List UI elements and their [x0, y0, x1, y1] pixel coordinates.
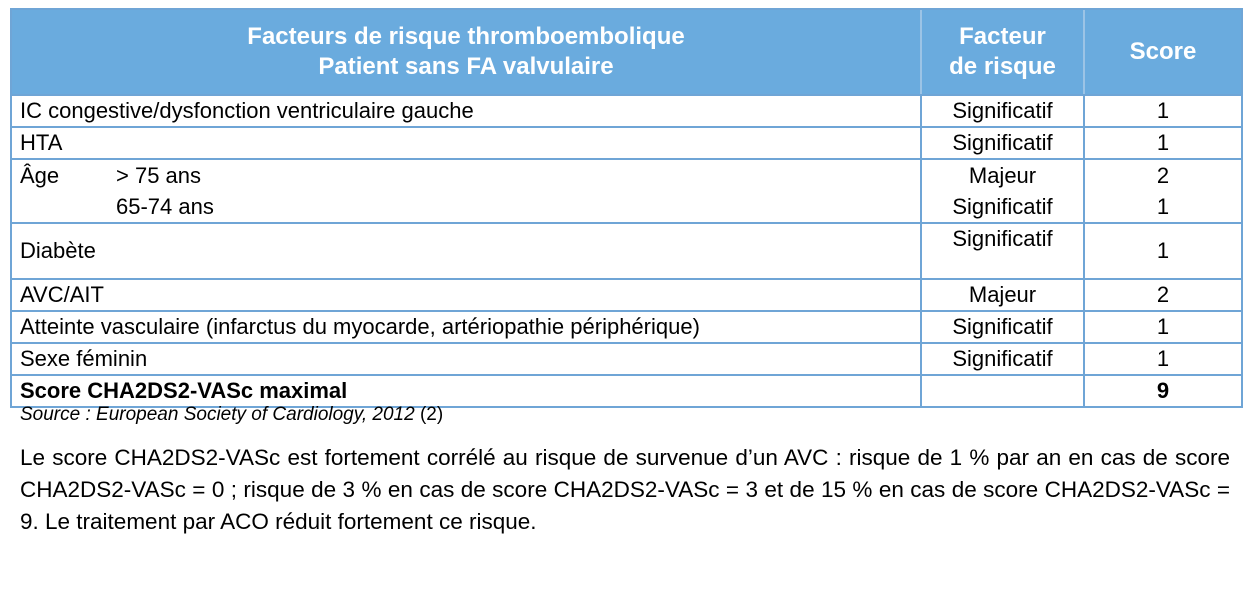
header-risk-line2: de risque — [949, 53, 1056, 80]
factor-cell: IC congestive/dysfonction ventriculaire gauche — [20, 98, 474, 123]
source-caption — [20, 404, 443, 426]
source-text: Source : European Society of Cardiology, 2012 — [20, 404, 415, 425]
header-risk-line1: Facteur — [959, 23, 1046, 50]
total-score: 9 — [1083, 376, 1241, 406]
table-row-age — [12, 158, 1241, 222]
risk-cell: Significatif — [920, 128, 1083, 158]
header-risk-factor — [920, 10, 1083, 94]
score-cell: 1 — [1083, 224, 1241, 278]
table-row-total — [12, 374, 1241, 406]
source-ref: (2) — [414, 404, 444, 425]
risk-age1: Majeur — [968, 163, 1037, 188]
factor-cell: HTA — [20, 130, 63, 155]
risk-factor-table — [10, 8, 1243, 408]
score-cell — [1083, 160, 1241, 222]
table-row — [12, 342, 1241, 374]
score-age2: 1 — [1156, 194, 1170, 219]
factor-cell — [12, 160, 920, 222]
score-cell: 2 — [1083, 280, 1241, 310]
header-factors-title: Facteurs de risque thromboembolique — [247, 23, 685, 50]
score-cell: 1 — [1083, 312, 1241, 342]
risk-cell: Significatif — [920, 312, 1083, 342]
risk-cell — [920, 160, 1083, 222]
factor-cell: Diabète — [20, 238, 96, 263]
factor-cell: Sexe féminin — [20, 346, 148, 371]
risk-cell: Significatif — [920, 224, 1083, 278]
factor-cell: AVC/AIT — [20, 282, 104, 307]
score-age1: 2 — [1156, 163, 1170, 188]
factor-age: Âge — [20, 163, 60, 188]
score-cell: 1 — [1083, 96, 1241, 126]
body-paragraph: Le score CHA2DS2-VASc est fortement corrélé au risque de survenue d’un AVC : risque de 1 % par an en cas de score CHA2DS2-VASc = 0 ; risque de 3 % en cas de score CHA2DS2-VASc = 3 et de 15 % en cas de score CHA2DS2-VASc = 9. Le traitement par ACO réduit fortement ce risque. — [20, 445, 1230, 534]
risk-cell: Majeur — [920, 280, 1083, 310]
risk-cell: Significatif — [920, 96, 1083, 126]
risk-cell: Significatif — [920, 344, 1083, 374]
header-score: Score — [1083, 10, 1241, 94]
table-row — [12, 94, 1241, 126]
table-row — [12, 126, 1241, 158]
header-factors — [12, 10, 920, 94]
risk-age2: Significatif — [952, 194, 1053, 219]
age-sub1: > 75 ans — [116, 163, 202, 188]
table-row — [12, 278, 1241, 310]
factor-cell: Atteinte vasculaire (infarctus du myocarde, artériopathie périphérique) — [20, 314, 700, 339]
total-label: Score CHA2DS2-VASc maximal — [20, 378, 348, 403]
table-row — [12, 222, 1241, 278]
age-sub2: 65-74 ans — [116, 194, 214, 219]
score-cell: 1 — [1083, 128, 1241, 158]
score-cell: 1 — [1083, 344, 1241, 374]
table-row — [12, 310, 1241, 342]
total-risk — [920, 376, 1083, 406]
table-header — [12, 10, 1241, 94]
header-factors-subtitle: Patient sans FA valvulaire — [318, 53, 614, 80]
